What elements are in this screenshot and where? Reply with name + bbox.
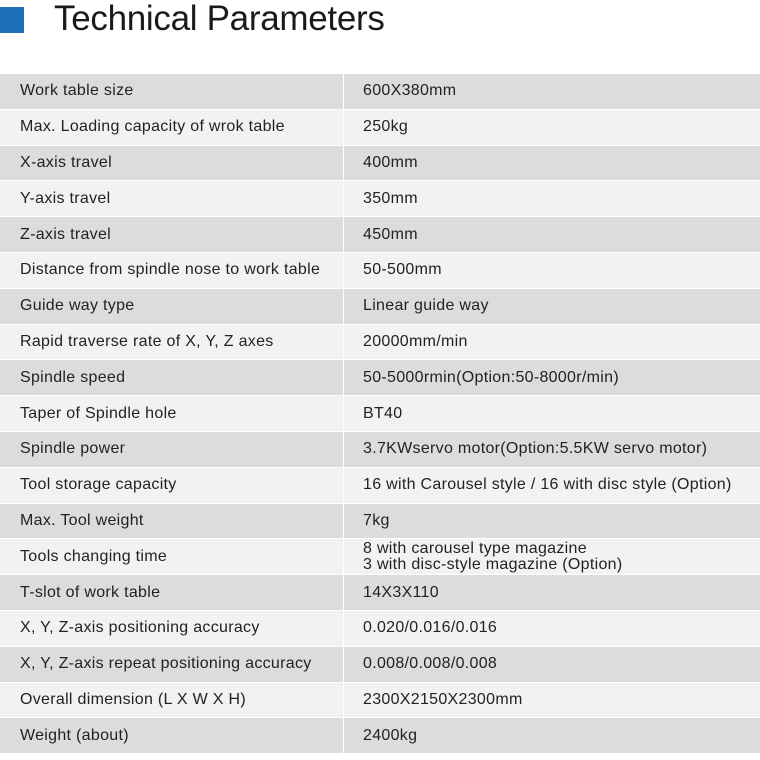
parameter-value: [344, 504, 760, 539]
parameter-value: [344, 289, 760, 324]
table-row: [0, 396, 760, 432]
table-row: [0, 110, 760, 146]
table-row: [0, 683, 760, 719]
parameter-value-line: BT40: [363, 404, 403, 422]
table-row: [0, 360, 760, 396]
parameter-value-line: 450mm: [363, 225, 418, 243]
parameter-value-line: 600X380mm: [363, 82, 457, 100]
parameter-value-line: 0.008/0.008/0.008: [363, 655, 498, 673]
parameter-value: [344, 575, 760, 610]
parameter-value: [344, 74, 760, 109]
parameter-value-line: 7kg: [363, 511, 390, 529]
parameter-label: X, Y, Z-axis positioning accuracy: [0, 611, 344, 646]
table-row: [0, 289, 760, 325]
parameter-value-line: 0.020/0.016/0.016: [363, 619, 498, 637]
table-row: [0, 253, 760, 289]
parameter-label: X, Y, Z-axis repeat positioning accuracy: [0, 647, 344, 682]
table-row: [0, 181, 760, 217]
parameter-value-line: 2400kg: [363, 726, 418, 744]
parameter-value-line: 350mm: [363, 189, 418, 207]
table-row: [0, 217, 760, 253]
parameter-value-line: 20000mm/min: [363, 332, 468, 350]
parameter-label: Spindle speed: [0, 360, 344, 395]
parameter-value: [344, 396, 760, 431]
parameter-value-line: 16 with Carousel style / 16 with disc style (Option): [363, 476, 732, 494]
parameter-value-line: 14X3X110: [363, 583, 439, 601]
parameter-value-line: 8 with carousel type magazine: [363, 539, 587, 557]
parameter-value: [344, 468, 760, 503]
page-header: [0, 0, 760, 50]
parameter-value: [344, 432, 760, 467]
parameter-label: X-axis travel: [0, 146, 344, 181]
page-title: Technical Parameters: [54, 0, 385, 38]
table-row: [0, 432, 760, 468]
parameter-label: Distance from spindle nose to work table: [0, 253, 344, 288]
parameter-value-line: Linear guide way: [363, 297, 489, 315]
parameter-value-line: 3.7KWservo motor(Option:5.5KW servo motor): [363, 440, 708, 458]
parameter-label: Max. Loading capacity of wrok table: [0, 110, 344, 145]
table-row: [0, 539, 760, 575]
table-row: [0, 504, 760, 540]
parameter-value: [344, 253, 760, 288]
table-row: [0, 575, 760, 611]
table-row: [0, 74, 760, 110]
parameter-label: Max. Tool weight: [0, 504, 344, 539]
parameter-value-line: 50-500mm: [363, 261, 442, 279]
table-row: [0, 325, 760, 361]
parameter-label: Y-axis travel: [0, 181, 344, 216]
parameter-value: [344, 146, 760, 181]
parameter-label: Rapid traverse rate of X, Y, Z axes: [0, 325, 344, 360]
parameter-label: Tool storage capacity: [0, 468, 344, 503]
parameter-label: Work table size: [0, 74, 344, 109]
title-accent-square: [0, 7, 24, 33]
parameter-value-line: 3 with disc-style magazine (Option): [363, 555, 623, 573]
parameter-value: [344, 611, 760, 646]
table-row: [0, 468, 760, 504]
parameter-value-line: 250kg: [363, 118, 409, 136]
parameter-label: Weight (about): [0, 718, 344, 753]
parameter-value: [344, 110, 760, 145]
table-row: [0, 647, 760, 683]
parameter-label: Spindle power: [0, 432, 344, 467]
parameter-value-line: 50-5000rmin(Option:50-8000r/min): [363, 368, 619, 386]
parameter-value: [344, 647, 760, 682]
parameter-label: Guide way type: [0, 289, 344, 324]
parameter-value: [344, 683, 760, 718]
parameter-value: [344, 718, 760, 753]
parameter-value: [344, 360, 760, 395]
parameter-value-line: 2300X2150X2300mm: [363, 690, 523, 708]
parameter-label: Tools changing time: [0, 539, 344, 574]
parameter-label: Z-axis travel: [0, 217, 344, 252]
parameter-value: [344, 539, 760, 574]
parameter-value: [344, 325, 760, 360]
parameter-label: Taper of Spindle hole: [0, 396, 344, 431]
table-row: [0, 718, 760, 754]
parameter-value-line: 400mm: [363, 153, 418, 171]
parameters-table: [0, 74, 760, 754]
table-row: [0, 146, 760, 182]
parameter-value: [344, 217, 760, 252]
table-row: [0, 611, 760, 647]
parameter-value: [344, 181, 760, 216]
parameter-label: T-slot of work table: [0, 575, 344, 610]
parameter-label: Overall dimension (L X W X H): [0, 683, 344, 718]
